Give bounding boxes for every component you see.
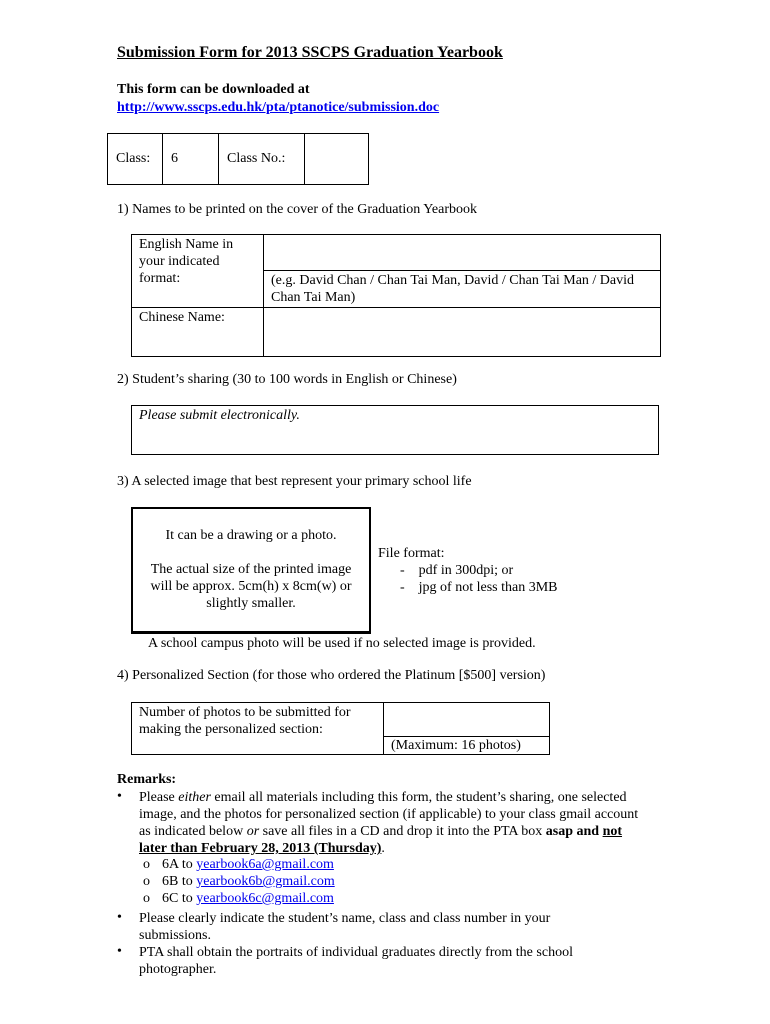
remark-2: Please clearly indicate the student’s name, class and class number in your submissions.: [139, 911, 551, 943]
circle-bullet-icon: o: [143, 891, 150, 906]
sharing-note: Please submit electronically.: [139, 408, 300, 423]
email-link-6b[interactable]: yearbook6b@gmail.com: [196, 874, 335, 889]
names-table: [131, 234, 661, 357]
email-item: 6C to yearbook6c@gmail.com: [162, 891, 334, 906]
bullet-icon: •: [117, 944, 122, 959]
email-link-6c[interactable]: yearbook6c@gmail.com: [196, 891, 334, 906]
campus-note: A school campus photo will be used if no selected image is provided.: [148, 636, 536, 651]
class-no-value[interactable]: [305, 134, 369, 185]
circle-bullet-icon: o: [143, 874, 150, 889]
circle-bullet-icon: o: [143, 857, 150, 872]
q4-heading: 4) Personalized Section (for those who ordered the Platinum [$500] version): [117, 668, 546, 683]
english-name-input[interactable]: [264, 235, 661, 271]
q2-heading: 2) Student’s sharing (30 to 100 words in English or Chinese): [117, 372, 457, 387]
email-item: 6A to yearbook6a@gmail.com: [162, 857, 334, 872]
class-no-label: Class No.:: [219, 134, 305, 185]
format-item: - jpg of not less than 3MB: [400, 580, 558, 595]
download-text: This form can be downloaded at: [117, 82, 310, 97]
image-box-line2: The actual size of the printed image will be approx. 5cm(h) x 8cm(w) or slightly smaller.: [150, 562, 352, 611]
chinese-name-input[interactable]: [264, 308, 661, 357]
sharing-box[interactable]: [131, 405, 659, 455]
class-label: Class:: [108, 134, 163, 185]
format-item: - pdf in 300dpi; or: [400, 563, 514, 578]
email-item: 6B to yearbook6b@gmail.com: [162, 874, 335, 889]
class-table: [107, 133, 369, 185]
photos-maximum: (Maximum: 16 photos): [384, 737, 550, 755]
form-title: Submission Form for 2013 SSCPS Graduation Yearbook: [117, 44, 503, 61]
q3-heading: 3) A selected image that best represent your primary school life: [117, 474, 472, 489]
email-link-6a[interactable]: yearbook6a@gmail.com: [196, 857, 334, 872]
remark-3: PTA shall obtain the portraits of individual graduates directly from the school photographer.: [139, 945, 573, 977]
remark-1: Please either email all materials including this form, the student’s sharing, one selected image, and the photos for personalized section (if applicable) to your class gmail account as indicated below or save all files in a CD and drop it into the PTA box asap and not later than February 28, 2013 (Thursday).: [139, 790, 639, 856]
photos-label: Number of photos to be submitted for making the personalized section:: [132, 703, 384, 755]
download-link[interactable]: http://www.sscps.edu.hk/pta/ptanotice/submission.doc: [117, 100, 440, 115]
chinese-name-label: Chinese Name:: [132, 308, 264, 357]
image-box-line1: It can be a drawing or a photo.: [165, 528, 337, 543]
image-box[interactable]: [131, 507, 371, 634]
photos-table: [131, 702, 550, 755]
file-format-label: File format:: [378, 546, 445, 561]
q1-heading: 1) Names to be printed on the cover of the Graduation Yearbook: [117, 202, 478, 217]
deadline: not later than February 28, 2013 (Thursday): [139, 824, 623, 856]
photos-count-input[interactable]: [384, 703, 550, 737]
file-format: [378, 545, 558, 596]
english-name-label: English Name in your indicated format:: [132, 235, 264, 308]
bullet-icon: •: [117, 789, 122, 804]
bullet-icon: •: [117, 910, 122, 925]
class-value[interactable]: 6: [163, 134, 219, 185]
remarks-heading: Remarks:: [117, 772, 177, 787]
english-name-example: (e.g. David Chan / Chan Tai Man, David / Chan Tai Man / David Chan Tai Man): [264, 271, 661, 308]
